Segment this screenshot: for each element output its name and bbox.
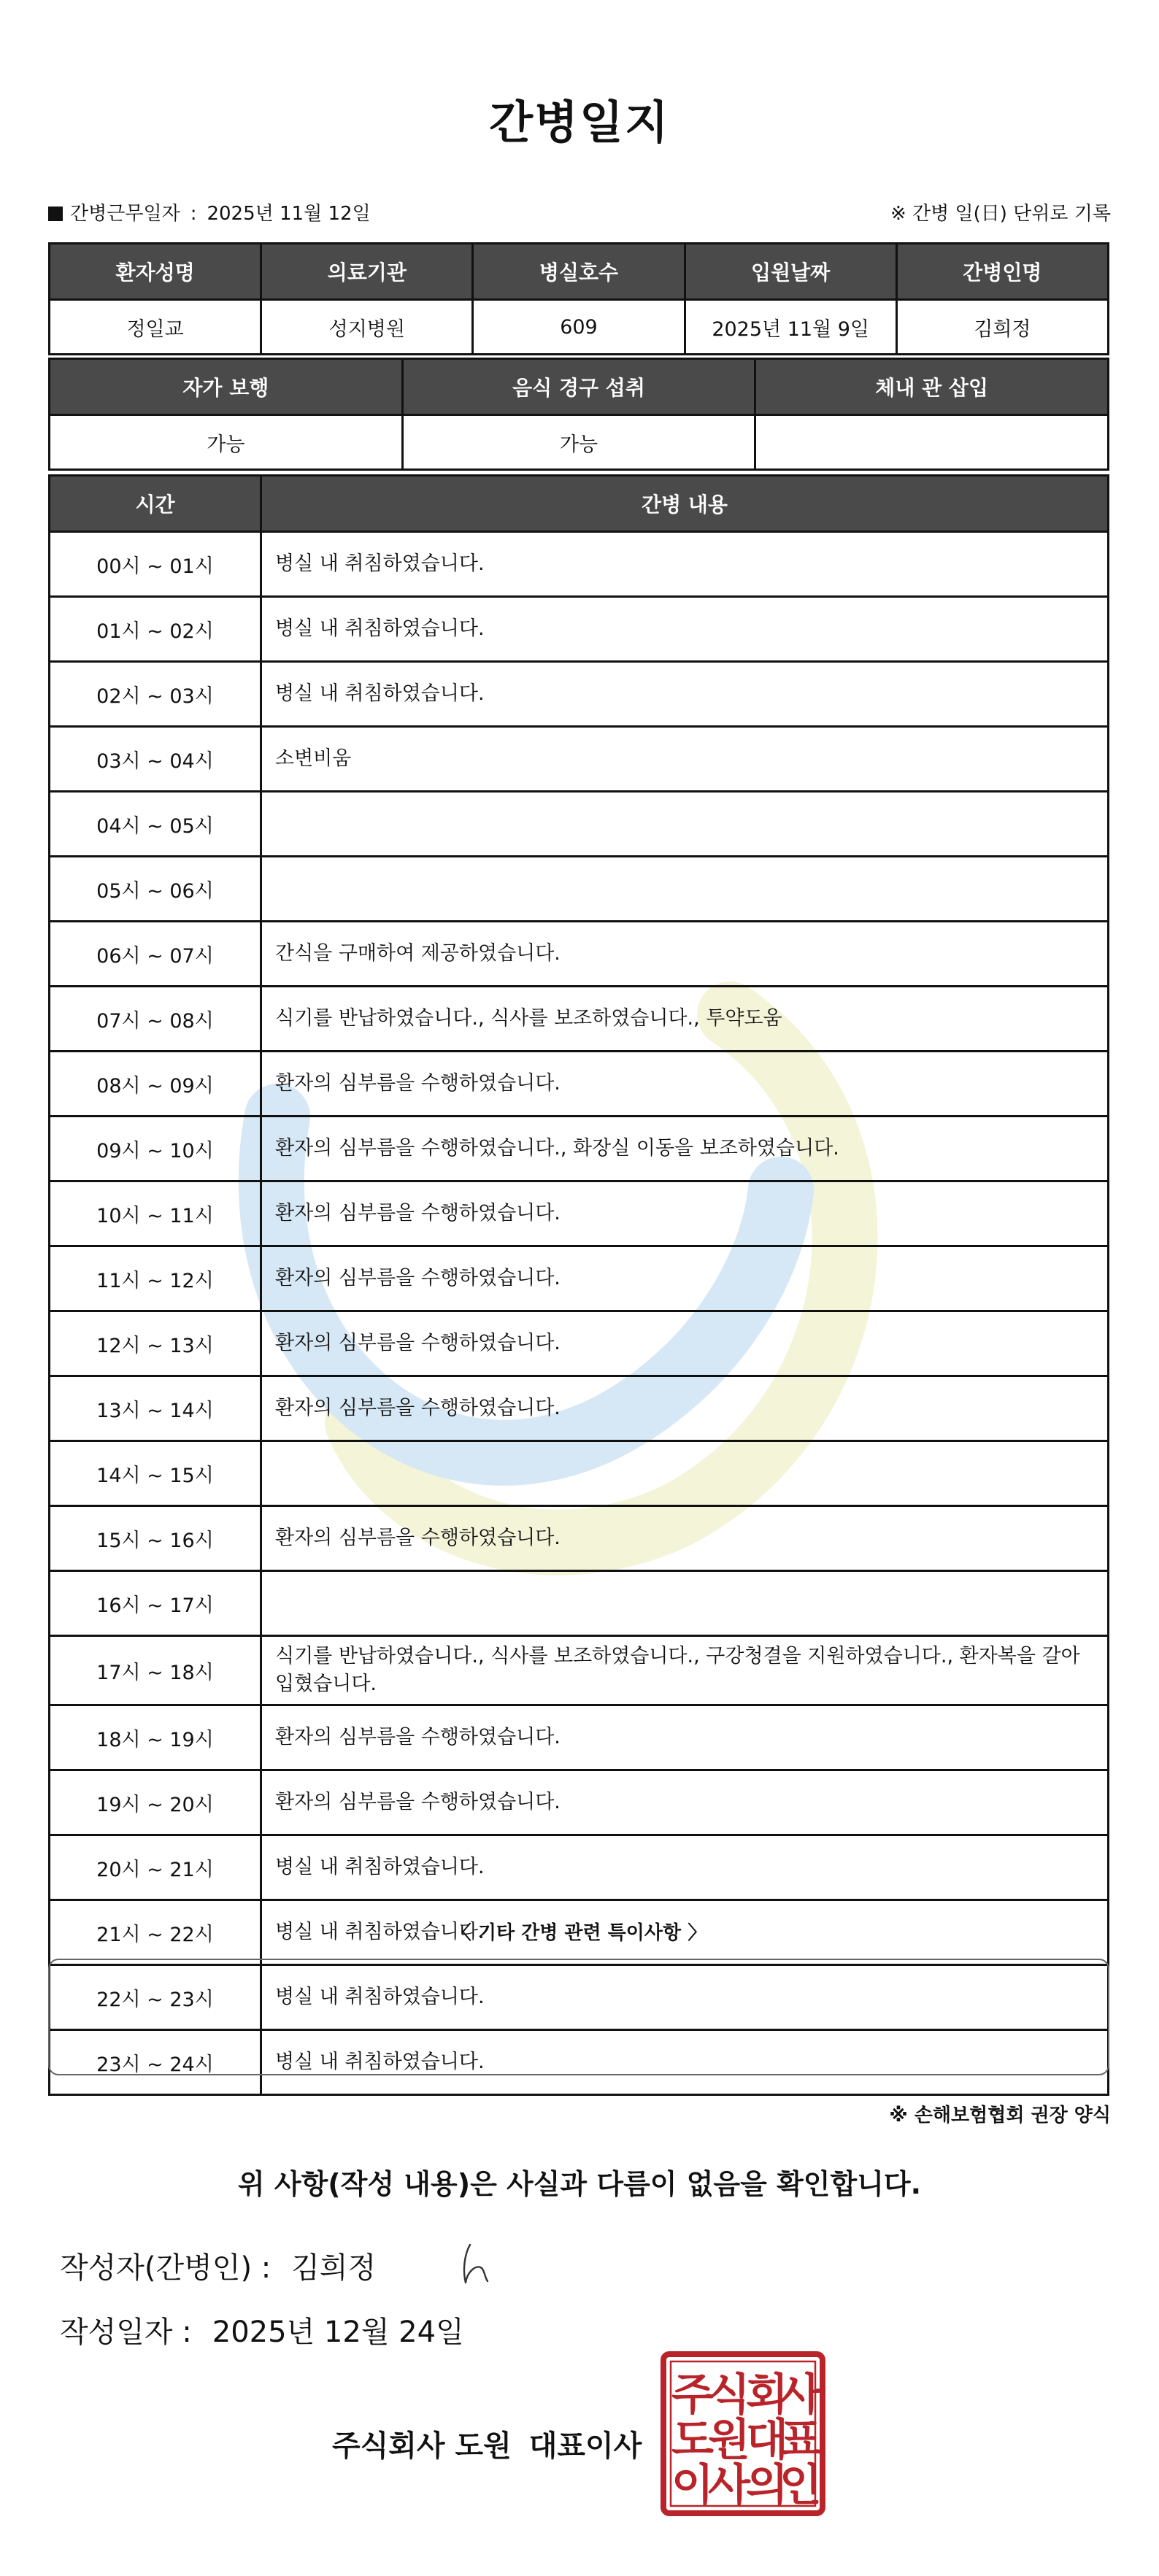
svg-text:주: 주 — [671, 2369, 714, 2421]
time-cell: 15시 ~ 16시 — [50, 1506, 261, 1571]
time-cell: 12시 ~ 13시 — [50, 1311, 261, 1376]
time-cell: 18시 ~ 19시 — [50, 1705, 261, 1770]
time-cell: 07시 ~ 08시 — [50, 987, 261, 1052]
patient-info-header-row — [50, 244, 1109, 300]
svg-text:대: 대 — [746, 2415, 788, 2466]
table-row — [50, 1636, 1109, 1705]
care-log-table — [48, 474, 1109, 2096]
work-date-line — [48, 198, 371, 225]
time-cell: 13시 ~ 14시 — [50, 1376, 261, 1441]
header-hospital: 의료기관 — [261, 244, 473, 300]
table-row — [50, 1246, 1109, 1311]
time-cell: 22시 ~ 23시 — [50, 1965, 261, 2030]
patient-status-header-row — [50, 359, 1109, 415]
time-cell: 02시 ~ 03시 — [50, 662, 261, 727]
time-cell: 03시 ~ 04시 — [50, 727, 261, 792]
header-oral-intake: 음식 경구 섭취 — [402, 359, 755, 415]
document-title: 간병일지 — [489, 96, 670, 149]
content-cell: 환자의 심부름을 수행하였습니다. — [261, 1311, 1109, 1376]
svg-text:사: 사 — [779, 2369, 822, 2421]
time-cell: 14시 ~ 15시 — [50, 1441, 261, 1506]
time-cell: 19시 ~ 20시 — [50, 1770, 261, 1835]
svg-text:도: 도 — [671, 2415, 714, 2466]
content-cell: 환자의 심부름을 수행하였습니다. — [261, 1181, 1109, 1246]
content-cell: 식기를 반납하였습니다., 식사를 보조하였습니다., 구강청결을 지원하였습니다., 환자복을 갈아입혔습니다. — [261, 1636, 1109, 1705]
table-row — [50, 597, 1109, 662]
header-room-number: 병실호수 — [473, 244, 685, 300]
time-cell: 21시 ~ 22시 — [50, 1900, 261, 1965]
patient-name: 정일교 — [50, 300, 261, 355]
content-cell: 병실 내 취침하였습니다. — [261, 2030, 1109, 2095]
time-cell: 08시 ~ 09시 — [50, 1052, 261, 1117]
notes-title: 〈 기타 간병 관련 특이사항 〉 — [452, 1922, 707, 1944]
work-date-value: 2025년 11월 12일 — [207, 203, 371, 225]
time-cell: 16시 ~ 17시 — [50, 1571, 261, 1636]
content-cell: 환자의 심부름을 수행하였습니다. — [261, 1506, 1109, 1571]
time-cell: 10시 ~ 11시 — [50, 1181, 261, 1246]
content-cell: 간식을 구매하여 제공하였습니다. — [261, 922, 1109, 987]
work-date-separator: : — [190, 203, 197, 225]
content-cell — [261, 1571, 1109, 1636]
table-row — [50, 1311, 1109, 1376]
header-care-content: 간병 내용 — [261, 476, 1109, 532]
table-row — [50, 792, 1109, 857]
patient-info-value-row — [50, 300, 1109, 355]
written-date-line — [60, 2309, 464, 2351]
time-cell: 00시 ~ 01시 — [50, 532, 261, 597]
handwritten-signature — [460, 2239, 496, 2287]
header-tube-insertion: 체내 관 삽입 — [755, 359, 1109, 415]
table-row — [50, 1705, 1109, 1770]
patient-info-table — [48, 242, 1109, 355]
representative-title: 대표이사 — [528, 2429, 642, 2463]
table-row — [50, 1117, 1109, 1181]
table-row — [50, 1770, 1109, 1835]
patient-status-table — [48, 358, 1109, 471]
svg-text:인: 인 — [779, 2460, 822, 2511]
square-bullet-icon — [48, 207, 63, 221]
table-row — [50, 1376, 1109, 1441]
time-cell: 20시 ~ 21시 — [50, 1835, 261, 1900]
record-unit-note: ※ 간병 일(日) 단위로 기록 — [890, 203, 1111, 225]
time-cell: 09시 ~ 10시 — [50, 1117, 261, 1181]
table-row — [50, 1571, 1109, 1636]
table-row — [50, 662, 1109, 727]
content-cell: 병실 내 취침하였습니다. — [261, 1835, 1109, 1900]
header-admission-date: 입원날짜 — [685, 244, 896, 300]
content-cell: 소변비움 — [261, 727, 1109, 792]
content-cell — [261, 857, 1109, 922]
oral-intake-value: 가능 — [402, 415, 755, 470]
table-row — [50, 727, 1109, 792]
content-cell: 환자의 심부름을 수행하였습니다. — [261, 1705, 1109, 1770]
svg-text:이: 이 — [671, 2460, 714, 2511]
svg-text:의: 의 — [746, 2460, 788, 2511]
svg-text:원: 원 — [708, 2415, 750, 2466]
svg-text:표: 표 — [779, 2415, 822, 2466]
room-number: 609 — [473, 300, 685, 355]
work-date-label: 간병근무일자 — [70, 203, 180, 225]
svg-text:식: 식 — [708, 2369, 750, 2421]
table-row — [50, 1506, 1109, 1571]
header-patient-name: 환자성명 — [50, 244, 261, 300]
content-cell: 환자의 심부름을 수행하였습니다., 화장실 이동을 보조하였습니다. — [261, 1117, 1109, 1181]
content-cell: 환자의 심부름을 수행하였습니다. — [261, 1376, 1109, 1441]
company-name: 주식회사 도원 — [332, 2429, 512, 2463]
time-cell: 23시 ~ 24시 — [50, 2030, 261, 2095]
content-cell: 환자의 심부름을 수행하였습니다. — [261, 1770, 1109, 1835]
time-cell: 04시 ~ 05시 — [50, 792, 261, 857]
content-cell — [261, 792, 1109, 857]
table-row — [50, 1181, 1109, 1246]
header-time: 시간 — [50, 476, 261, 532]
company-seal-stamp — [661, 2351, 825, 2516]
header-self-walking: 자가 보행 — [50, 359, 403, 415]
content-cell: 환자의 심부름을 수행하였습니다. — [261, 1246, 1109, 1311]
svg-text:사: 사 — [708, 2460, 750, 2511]
content-cell: 식기를 반납하였습니다., 식사를 보조하였습니다., 투약도움 — [261, 987, 1109, 1052]
time-cell: 01시 ~ 02시 — [50, 597, 261, 662]
svg-text:회: 회 — [746, 2369, 788, 2421]
special-notes-box — [48, 1959, 1109, 2075]
writer-name: 김희정 — [291, 2251, 377, 2285]
content-cell: 병실 내 취침하였습니다. — [261, 1965, 1109, 2030]
table-row — [50, 1441, 1109, 1506]
table-row — [50, 987, 1109, 1052]
writer-line — [60, 2245, 376, 2286]
table-row — [50, 922, 1109, 987]
content-cell — [261, 1441, 1109, 1506]
table-row — [50, 857, 1109, 922]
self-walking-value: 가능 — [50, 415, 403, 470]
content-cell: 병실 내 취침하였습니다. — [261, 532, 1109, 597]
written-date-value: 2025년 12월 24일 — [212, 2315, 464, 2349]
care-log-header-row — [50, 476, 1109, 532]
time-cell: 05시 ~ 06시 — [50, 857, 261, 922]
writer-label: 작성자(간병인) : — [60, 2251, 272, 2285]
tube-insertion-value — [755, 415, 1109, 470]
time-cell: 06시 ~ 07시 — [50, 922, 261, 987]
time-cell: 17시 ~ 18시 — [50, 1636, 261, 1705]
written-date-label: 작성일자 : — [60, 2315, 192, 2349]
table-row — [50, 532, 1109, 597]
content-cell: 환자의 심부름을 수행하였습니다. — [261, 1052, 1109, 1117]
patient-status-value-row — [50, 415, 1109, 470]
content-cell: 병실 내 취침하였습니다. — [261, 1900, 1109, 1965]
admission-date: 2025년 11월 9일 — [685, 300, 896, 355]
company-line — [332, 2423, 642, 2464]
confirmation-statement: 위 사항(작성 내용)은 사실과 다름이 없음을 확인합니다. — [237, 2168, 922, 2200]
table-row — [50, 1052, 1109, 1117]
content-cell: 병실 내 취침하였습니다. — [261, 662, 1109, 727]
time-cell: 11시 ~ 12시 — [50, 1246, 261, 1311]
form-source-note: ※ 손해보험협회 권장 양식 — [889, 2105, 1111, 2126]
header-caregiver-name: 간병인명 — [896, 244, 1108, 300]
hospital-name: 성지병원 — [261, 300, 473, 355]
caregiver-name: 김희정 — [896, 300, 1108, 355]
content-cell: 병실 내 취침하였습니다. — [261, 597, 1109, 662]
table-row — [50, 1835, 1109, 1900]
